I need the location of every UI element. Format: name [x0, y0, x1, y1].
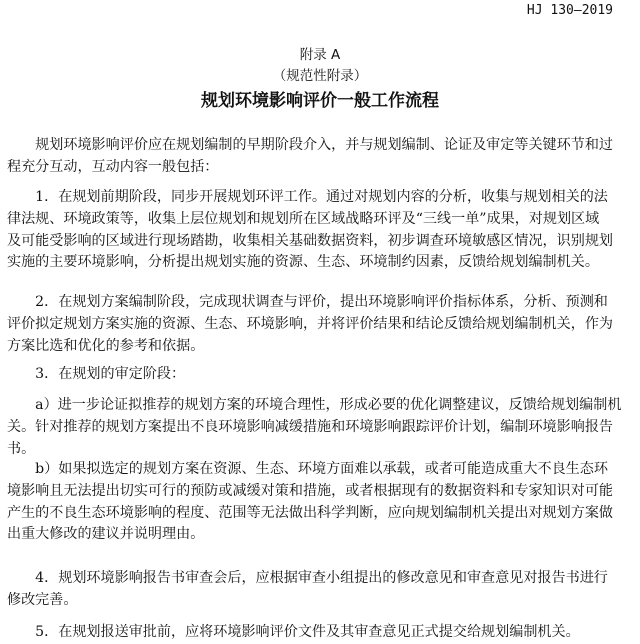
text-line: 3．在规划的审定阶段： — [7, 366, 186, 382]
text-line: 书。 — [7, 440, 36, 457]
paragraph — [7, 568, 635, 612]
text-line: 关。针对推荐的规划方案提出不良环境影响减缓措施和环境影响跟踪评价计划，编制环境影响报告 — [7, 418, 614, 435]
text-line: 产生的不良生态环境影响的程度、范围等无法做出科学判断，应向规划编制机关提出对规划方案做 — [7, 504, 614, 521]
text-line: 5．在规划报送审批前，应将环境影响评价文件及其审查意见正式提交给规划编制机关。 — [7, 624, 580, 640]
text-line: 1．在规划前期阶段，同步开展规划环评工作。通过对规划内容的分析，收集与规划相关的法 — [7, 189, 608, 205]
appendix-type: （规范性附录） — [272, 68, 368, 84]
text-line: 规划环境影响评价应在规划编制的早期阶段介入，并与规划编制、论证及审定等关键环节和过 — [7, 137, 614, 153]
document-code: HJ 130—2019 — [526, 3, 613, 18]
text-line: 程充分互动，互动内容一般包括： — [7, 158, 219, 175]
text-line: 方案比选和优化的参考和依据。 — [7, 337, 205, 354]
text-line: 出重大修改的建议并说明理由。 — [7, 526, 205, 543]
paragraph — [7, 395, 635, 460]
text-line: 评价拟定规划方案实施的资源、生态、环境影响，并将评价结果和结论反馈给规划编制机关，作为 — [7, 315, 614, 332]
paragraph — [7, 135, 635, 179]
paragraph — [7, 364, 635, 386]
paragraph — [7, 187, 635, 274]
text-line: 2．在规划方案编制阶段，完成现状调查与评价，提出环境影响评价指标体系，分析、预测和 — [7, 294, 608, 310]
text-line: 实施的主要环境影响，分析提出规划实施的资源、生态、环境制约因素，反馈给规划编制机关。 — [7, 254, 599, 271]
paragraph — [7, 292, 635, 357]
paragraph — [7, 622, 635, 644]
text-line: a）进一步论证拟推荐的规划方案的环境合理性，形成必要的优化调整建议，反馈给规划编制机 — [7, 397, 622, 413]
text-line: 境影响且无法提出切实可行的预防或减缓对策和措施，或者根据现有的数据资料和专家知识对可能 — [7, 482, 614, 499]
text-line: 律法规、环境政策等，收集上层位规划和规划所在区域战略环评及“三线一单”成果，对规划区域 — [7, 210, 600, 227]
text-line: b）如果拟选定的规划方案在资源、生态、环境方面难以承载，或者可能造成重大不良生态环 — [7, 461, 608, 477]
text-line: 4．规划环境影响报告书审查会后，应根据审查小组提出的修改意见和审查意见对报告书进行 — [7, 570, 608, 586]
section-title: 规划环境影响评价一般工作流程 — [201, 91, 439, 111]
paragraph — [7, 459, 635, 546]
appendix-label: 附录 A — [299, 47, 341, 63]
text-line: 修改完善。 — [7, 591, 78, 608]
text-line: 及可能受影响的区域进行现场踏勘，收集相关基础数据资料，初步调查环境敏感区情况，识别规划 — [7, 232, 614, 249]
